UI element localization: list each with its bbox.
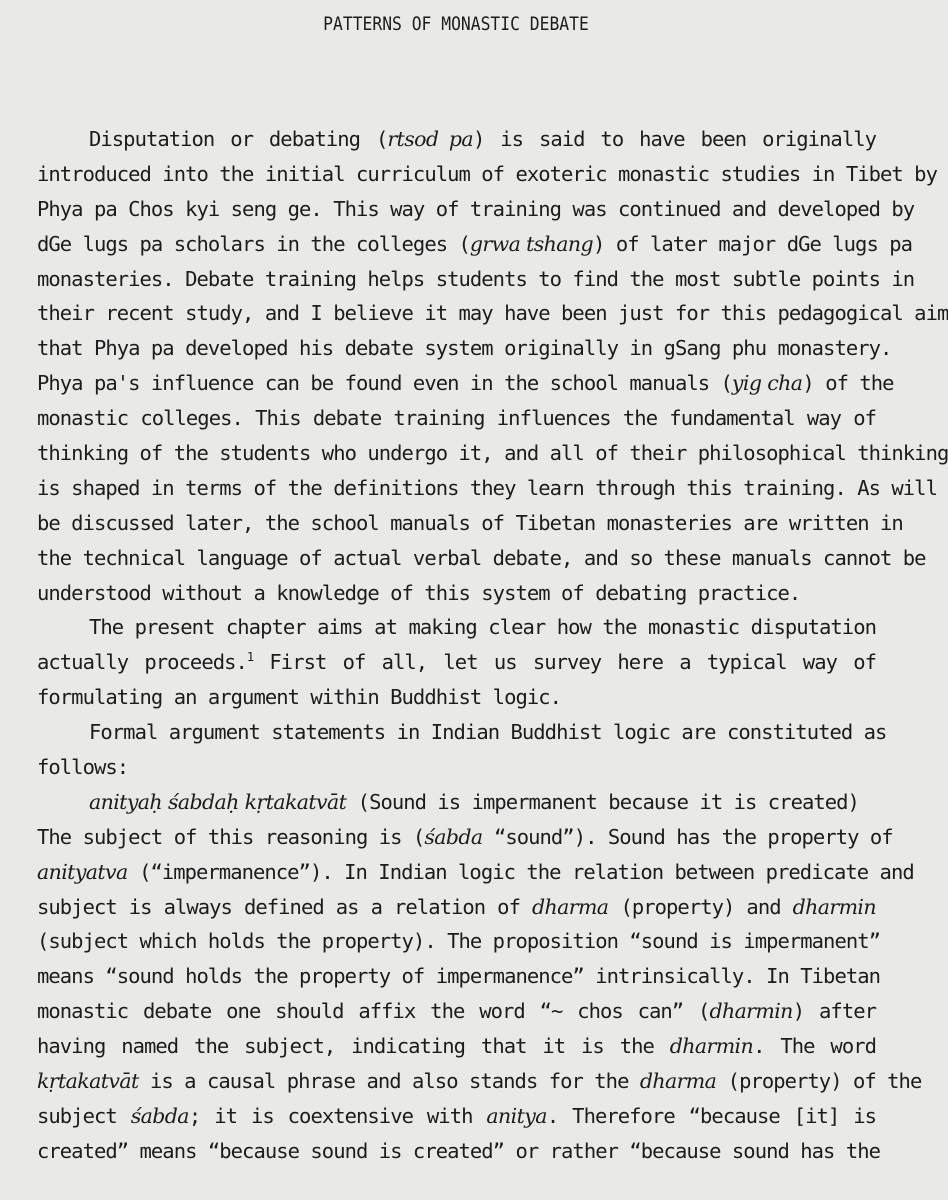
text-span: (Sound is impermanent because it is created) (346, 789, 859, 814)
text-span: The subject of this reasoning is ( (37, 824, 425, 849)
text-span: is shaped in terms of the definitions they learn through this training. As will (37, 475, 937, 500)
text-span: (subject which holds the property). The proposition “sound is impermanent” (37, 929, 881, 954)
italic-term: śabda (130, 1103, 189, 1128)
text-line (37, 366, 894, 401)
text-span: their recent study, and I believe it may have been just for this pedagogical aim (37, 301, 948, 326)
text-line (37, 645, 876, 680)
italic-term: dharma (532, 894, 609, 919)
footnote-ref: 1 (246, 650, 254, 665)
text-span: monastic debate one should affix the word “∼ chos can” ( (37, 999, 710, 1024)
text-line (37, 1064, 922, 1099)
text-span: having named the subject, indicating that it is the (37, 1034, 670, 1059)
text-span: Disputation or debating ( (89, 127, 388, 151)
text-line (37, 296, 948, 331)
text-span: The present chapter aims at making clear how the monastic disputation (89, 615, 876, 640)
text-line (37, 1029, 876, 1064)
text-line (37, 227, 913, 262)
text-line (37, 1099, 876, 1134)
text-line (37, 820, 893, 855)
text-span: monasteries. Debate training helps students to find the most subtle points in (37, 266, 915, 291)
text-span: ) of the (802, 371, 894, 396)
text-line (37, 785, 876, 820)
text-span: introduced into the initial curriculum of exoteric monastic studies in Tibet by (37, 161, 937, 186)
italic-term: śabda (424, 824, 483, 849)
text-span: (property) and (608, 894, 793, 919)
italic-term: anitya (486, 1103, 547, 1128)
text-line (37, 750, 876, 785)
italic-term: dharmin (792, 894, 876, 919)
text-line (37, 855, 914, 890)
text-span: ; it is coextensive with (188, 1103, 487, 1128)
body-text (37, 122, 948, 1169)
italic-term: anityaḥ śabdaḥ kṛtakatvāt (89, 789, 347, 814)
text-span: follows: (37, 755, 129, 780)
text-span: ) is said to have been originally (472, 127, 876, 151)
text-line (37, 331, 892, 366)
text-span: monastic colleges. This debate training influences the fundamental way of (37, 406, 876, 431)
text-span: understood without a knowledge of this system of debating practice. (37, 580, 801, 605)
text-span: First of all, let us survey here a typical way of (253, 650, 876, 675)
text-line (37, 506, 903, 541)
italic-term: anityatva (37, 859, 128, 884)
text-line (37, 122, 876, 157)
text-span: created” means “because sound is created” or rather “because sound has the (37, 1138, 881, 1163)
text-line (37, 680, 876, 715)
text-line (37, 541, 926, 576)
text-span: Phya pa's influence can be found even in the school manuals ( (37, 371, 732, 396)
text-span: Formal argument statements in Indian Buddhist logic are constituted as (89, 720, 887, 745)
text-span: subject is always defined as a relation of (37, 894, 533, 919)
text-line (37, 959, 881, 994)
italic-term: kṛtakatvāt (37, 1069, 139, 1094)
italic-term: yig cha (731, 371, 803, 396)
text-span: (“impermanence”). In Indian logic the relation between predicate and (127, 859, 914, 884)
text-span: subject (37, 1103, 131, 1128)
text-span: dGe lugs pa scholars in the colleges ( (37, 231, 470, 256)
text-span: . The word (753, 1034, 876, 1059)
italic-term: dharmin (709, 999, 793, 1024)
text-span: (property) of the (716, 1069, 922, 1094)
text-span: that Phya pa developed his debate system originally in gSang phu monastery. (37, 336, 892, 361)
text-span: ) after (792, 999, 876, 1024)
text-line (37, 715, 887, 750)
text-line (37, 192, 915, 227)
italic-term: grwa tshang (469, 231, 594, 256)
italic-term: rtsod pa (387, 127, 473, 151)
running-head: PATTERNS OF MONASTIC DEBATE (323, 13, 589, 35)
text-line (37, 576, 876, 611)
text-line (37, 994, 876, 1029)
text-line (37, 1134, 881, 1169)
text-line (37, 610, 876, 645)
text-span: . Therefore “because [it] is (546, 1103, 876, 1128)
text-span: ) of later major dGe lugs pa (593, 231, 913, 256)
text-span: be discussed later, the school manuals of Tibetan monasteries are written in (37, 510, 903, 535)
text-span: is a causal phrase and also stands for the (138, 1069, 640, 1094)
text-span: actually proceeds. (37, 650, 247, 675)
text-span: thinking of the students who undergo it, and all of their philosophical thinking (37, 441, 948, 466)
text-line (37, 890, 876, 925)
text-line (37, 471, 937, 506)
italic-term: dharmin (669, 1034, 754, 1059)
text-span: means “sound holds the property of impermanence” intrinsically. In Tibetan (37, 964, 881, 989)
text-span: the technical language of actual verbal debate, and so these manuals cannot be (37, 545, 926, 570)
italic-term: dharma (639, 1069, 717, 1094)
text-line (37, 262, 915, 297)
text-line (37, 401, 876, 436)
text-line (37, 436, 948, 471)
text-line (37, 924, 881, 959)
text-span: formulating an argument within Buddhist logic. (37, 685, 562, 710)
text-line (37, 157, 937, 192)
text-span: “sound”). Sound has the property of (482, 824, 893, 849)
text-span: Phya pa Chos kyi seng ge. This way of training was continued and developed by (37, 196, 915, 221)
